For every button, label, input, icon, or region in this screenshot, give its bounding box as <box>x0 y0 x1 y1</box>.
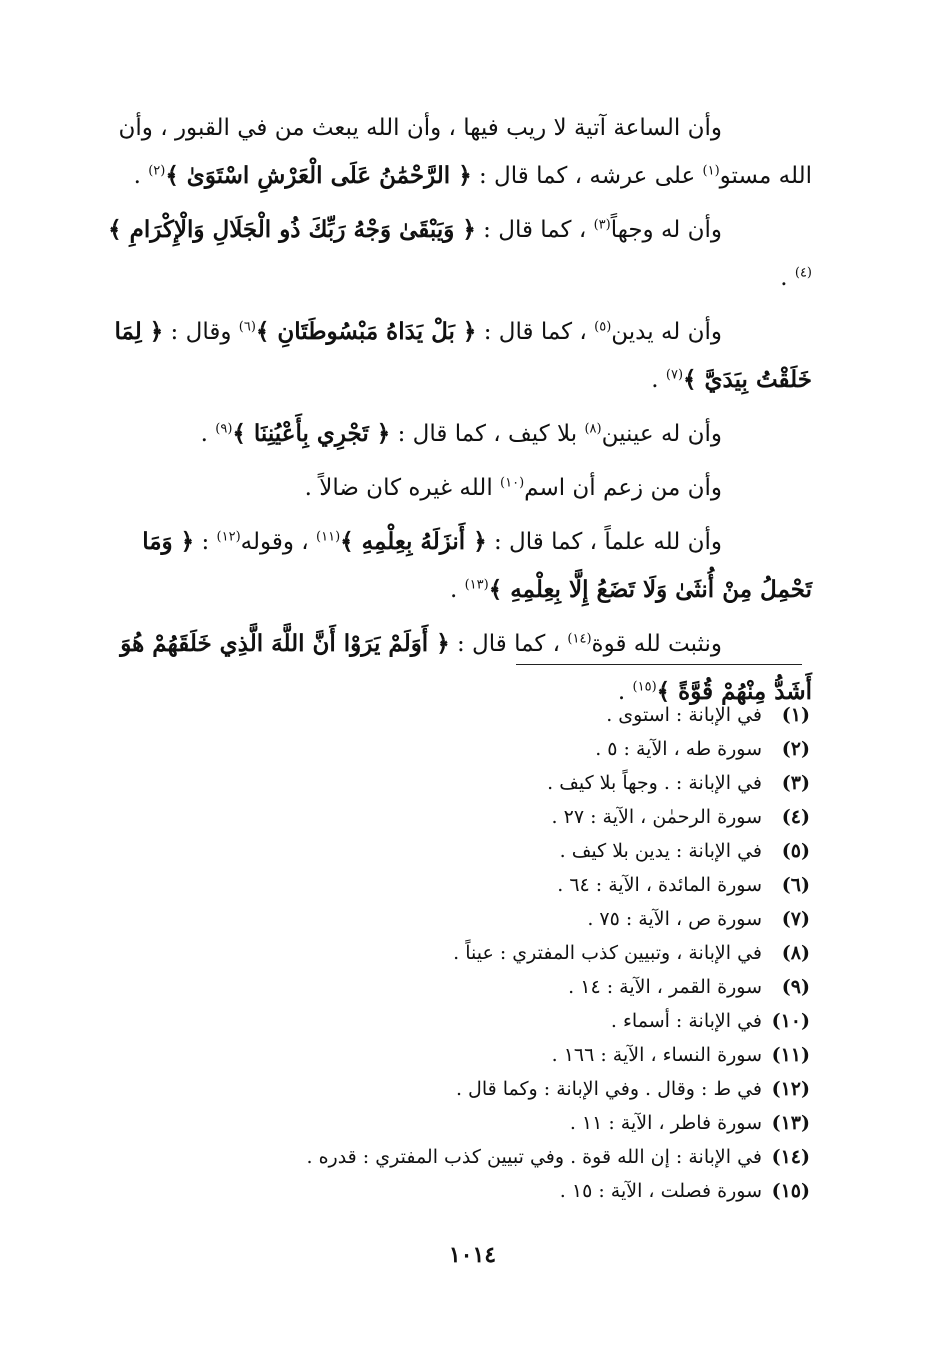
quran-verse: ﴿ تَجْرِي بِأَعْيُنِنَا ﴾ <box>232 420 391 447</box>
footnote <box>200 1004 810 1038</box>
footnote-number: (١٥) <box>771 1180 810 1202</box>
paragraph-text: . <box>651 367 666 393</box>
paragraph-text: على عرشه ، كما قال : <box>471 163 703 189</box>
footnote-number: (٧) <box>781 908 810 930</box>
footnote-marker: (٣) <box>593 217 611 233</box>
quran-verse: ﴿ أَوَلَمْ يَرَوْا أَنَّ اللَّهَ الَّذِي خَلَقَهُمْ هُوَ أَشَدُّ مِنْهُمْ قُوَّةً ﴾ <box>120 630 812 705</box>
footnote-marker: (٧) <box>665 367 684 383</box>
paragraph-text: . <box>449 577 465 603</box>
footnote-marker: (١٤) <box>567 631 592 647</box>
footnote-text: سورة طه ، الآية : ٥ . <box>595 738 762 760</box>
main-text <box>92 104 812 722</box>
paragraph <box>92 308 812 404</box>
paragraph <box>92 206 812 302</box>
paragraph <box>92 410 812 458</box>
footnote <box>200 732 810 766</box>
footnote-marker: (٢) <box>148 163 166 179</box>
footnote-marker: (١٣) <box>464 577 489 593</box>
footnote <box>200 970 810 1004</box>
footnote-marker: (٥) <box>594 319 612 335</box>
footnote-text: في الإبانة : يدين بلا كيف . <box>559 840 762 862</box>
footnote <box>200 800 810 834</box>
page-number: ١٠١٤ <box>448 1242 497 1268</box>
paragraph-text: . <box>780 265 795 291</box>
footnote-text: في الإبانة : أسماء . <box>610 1010 762 1032</box>
paragraph-text: بلا كيف ، كما قال : <box>390 421 585 447</box>
footnote <box>200 902 810 936</box>
footnote <box>200 868 810 902</box>
paragraph-text: الله غيره كان ضالاً . <box>304 475 501 501</box>
paragraph-text: وأن الساعة آتية لا ريب فيها ، وأن الله يبعث من في القبور ، وأن الله مستو <box>118 115 812 189</box>
footnote-number: (٢) <box>781 738 810 760</box>
footnote <box>200 1106 810 1140</box>
footnote-text: سورة ص ، الآية : ٧٥ . <box>587 908 762 930</box>
paragraph-text: وأن من زعم أن اسم <box>524 475 722 501</box>
quran-verse: ﴿ وَمَا تَحْمِلُ مِنْ أُنثَىٰ وَلَا تَضَعُ إِلَّا بِعِلْمِهِ ﴾ <box>142 528 812 603</box>
paragraph <box>92 518 812 614</box>
footnote <box>200 936 810 970</box>
paragraph <box>92 464 812 512</box>
footnote-marker: (٩) <box>215 421 233 437</box>
quran-verse: ﴿ الرَّحْمَٰنُ عَلَى الْعَرْشِ اسْتَوَىٰ ﴾ <box>165 162 472 189</box>
paragraph-text: . <box>617 679 633 705</box>
paragraph-text: ونثبت لله قوة <box>591 631 722 657</box>
quran-verse: ﴿ بَلْ يَدَاهُ مَبْسُوطَتَانِ ﴾ <box>255 318 477 345</box>
quran-verse: ﴿ أَنزَلَهُ بِعِلْمِهِ ﴾ <box>340 528 487 555</box>
footnote-text: سورة المائدة ، الآية : ٦٤ . <box>557 874 762 896</box>
footnote-number: (٩) <box>781 976 810 998</box>
paragraph-text: وأن لله علماً ، كما قال : <box>486 529 722 555</box>
footnote-marker: (١٢) <box>216 529 241 545</box>
quran-verse: ﴿ وَيَبْقَىٰ وَجْهُ رَبِّكَ ذُو الْجَلَالِ وَالْإِكْرَامِ ﴾ <box>108 216 476 243</box>
paragraph-text: وأن له يدين <box>611 319 722 345</box>
footnote-text: في الإبانة ، وتبيين كذب المفتري : عيناً . <box>453 942 762 964</box>
footnote-number: (١) <box>781 704 810 726</box>
footnote <box>200 698 810 732</box>
footnote-number: (٨) <box>781 942 810 964</box>
footnote-marker: (١١) <box>316 529 341 545</box>
footnote-number: (١١) <box>771 1044 810 1066</box>
footnote <box>200 834 810 868</box>
footnote-text: سورة فاطر ، الآية : ١١ . <box>569 1112 762 1134</box>
footnote-marker: (٦) <box>238 319 256 335</box>
footnote-text: في الإبانة : استوى . <box>606 704 762 726</box>
paragraph-text: . <box>133 163 149 189</box>
footnote-number: (٣) <box>781 772 810 794</box>
footnote-number: (٥) <box>781 840 810 862</box>
footnote <box>200 1038 810 1072</box>
footnote-text: سورة القمر ، الآية : ١٤ . <box>568 976 762 998</box>
footnote-number: (١٢) <box>771 1078 810 1100</box>
footnote-number: (٦) <box>781 874 810 896</box>
paragraph-text: . <box>200 421 216 447</box>
footnote-text: في الإبانة : . وجهاً بلا كيف . <box>547 772 762 794</box>
paragraph-text: ، وقوله <box>240 529 317 555</box>
quran-verse: ﴿ لِمَا خَلَقْتُ بِيَدَيَّ ﴾ <box>114 318 812 393</box>
footnote-text: سورة النساء ، الآية : ١٦٦ . <box>551 1044 762 1066</box>
footnote-marker: (٨) <box>584 421 602 437</box>
paragraph-text: : <box>194 529 217 555</box>
paragraph-text: ، كما قال : <box>476 319 595 345</box>
footnote <box>200 1140 810 1174</box>
footnote-marker: (١) <box>702 163 720 179</box>
footnote-text: في الإبانة : إن الله قوة . وفي تبيين كذب المفتري : قدره . <box>306 1146 762 1168</box>
footnote-text: في ط : وقال . وفي الإبانة : وكما قال . <box>455 1078 762 1100</box>
footnote-text: سورة الرحمٰن ، الآية : ٢٧ . <box>551 806 762 828</box>
paragraph-text: ، كما قال : <box>475 217 594 243</box>
footnote-number: (١٣) <box>771 1112 810 1134</box>
paragraph <box>92 104 812 200</box>
paragraph-text: وقال : <box>163 319 239 345</box>
footnote-marker: (١٥) <box>632 679 657 695</box>
footnote-number: (١٠) <box>771 1010 810 1032</box>
footnotes-list <box>200 698 810 1208</box>
footnote-number: (١٤) <box>771 1146 810 1168</box>
footnote-marker: (١٠) <box>500 475 525 491</box>
paragraph-text: ، كما قال : <box>449 631 568 657</box>
footnote-marker: (٤) <box>794 265 812 281</box>
footnote <box>200 1174 810 1208</box>
footnote <box>200 1072 810 1106</box>
footnote <box>200 766 810 800</box>
paragraph-text: وأن له عينين <box>601 421 722 447</box>
footnote-text: سورة فصلت ، الآية : ١٥ . <box>559 1180 762 1202</box>
paragraph-text: وأن له وجهاً <box>610 217 722 243</box>
footnote-separator <box>516 664 802 665</box>
footnote-number: (٤) <box>781 806 810 828</box>
